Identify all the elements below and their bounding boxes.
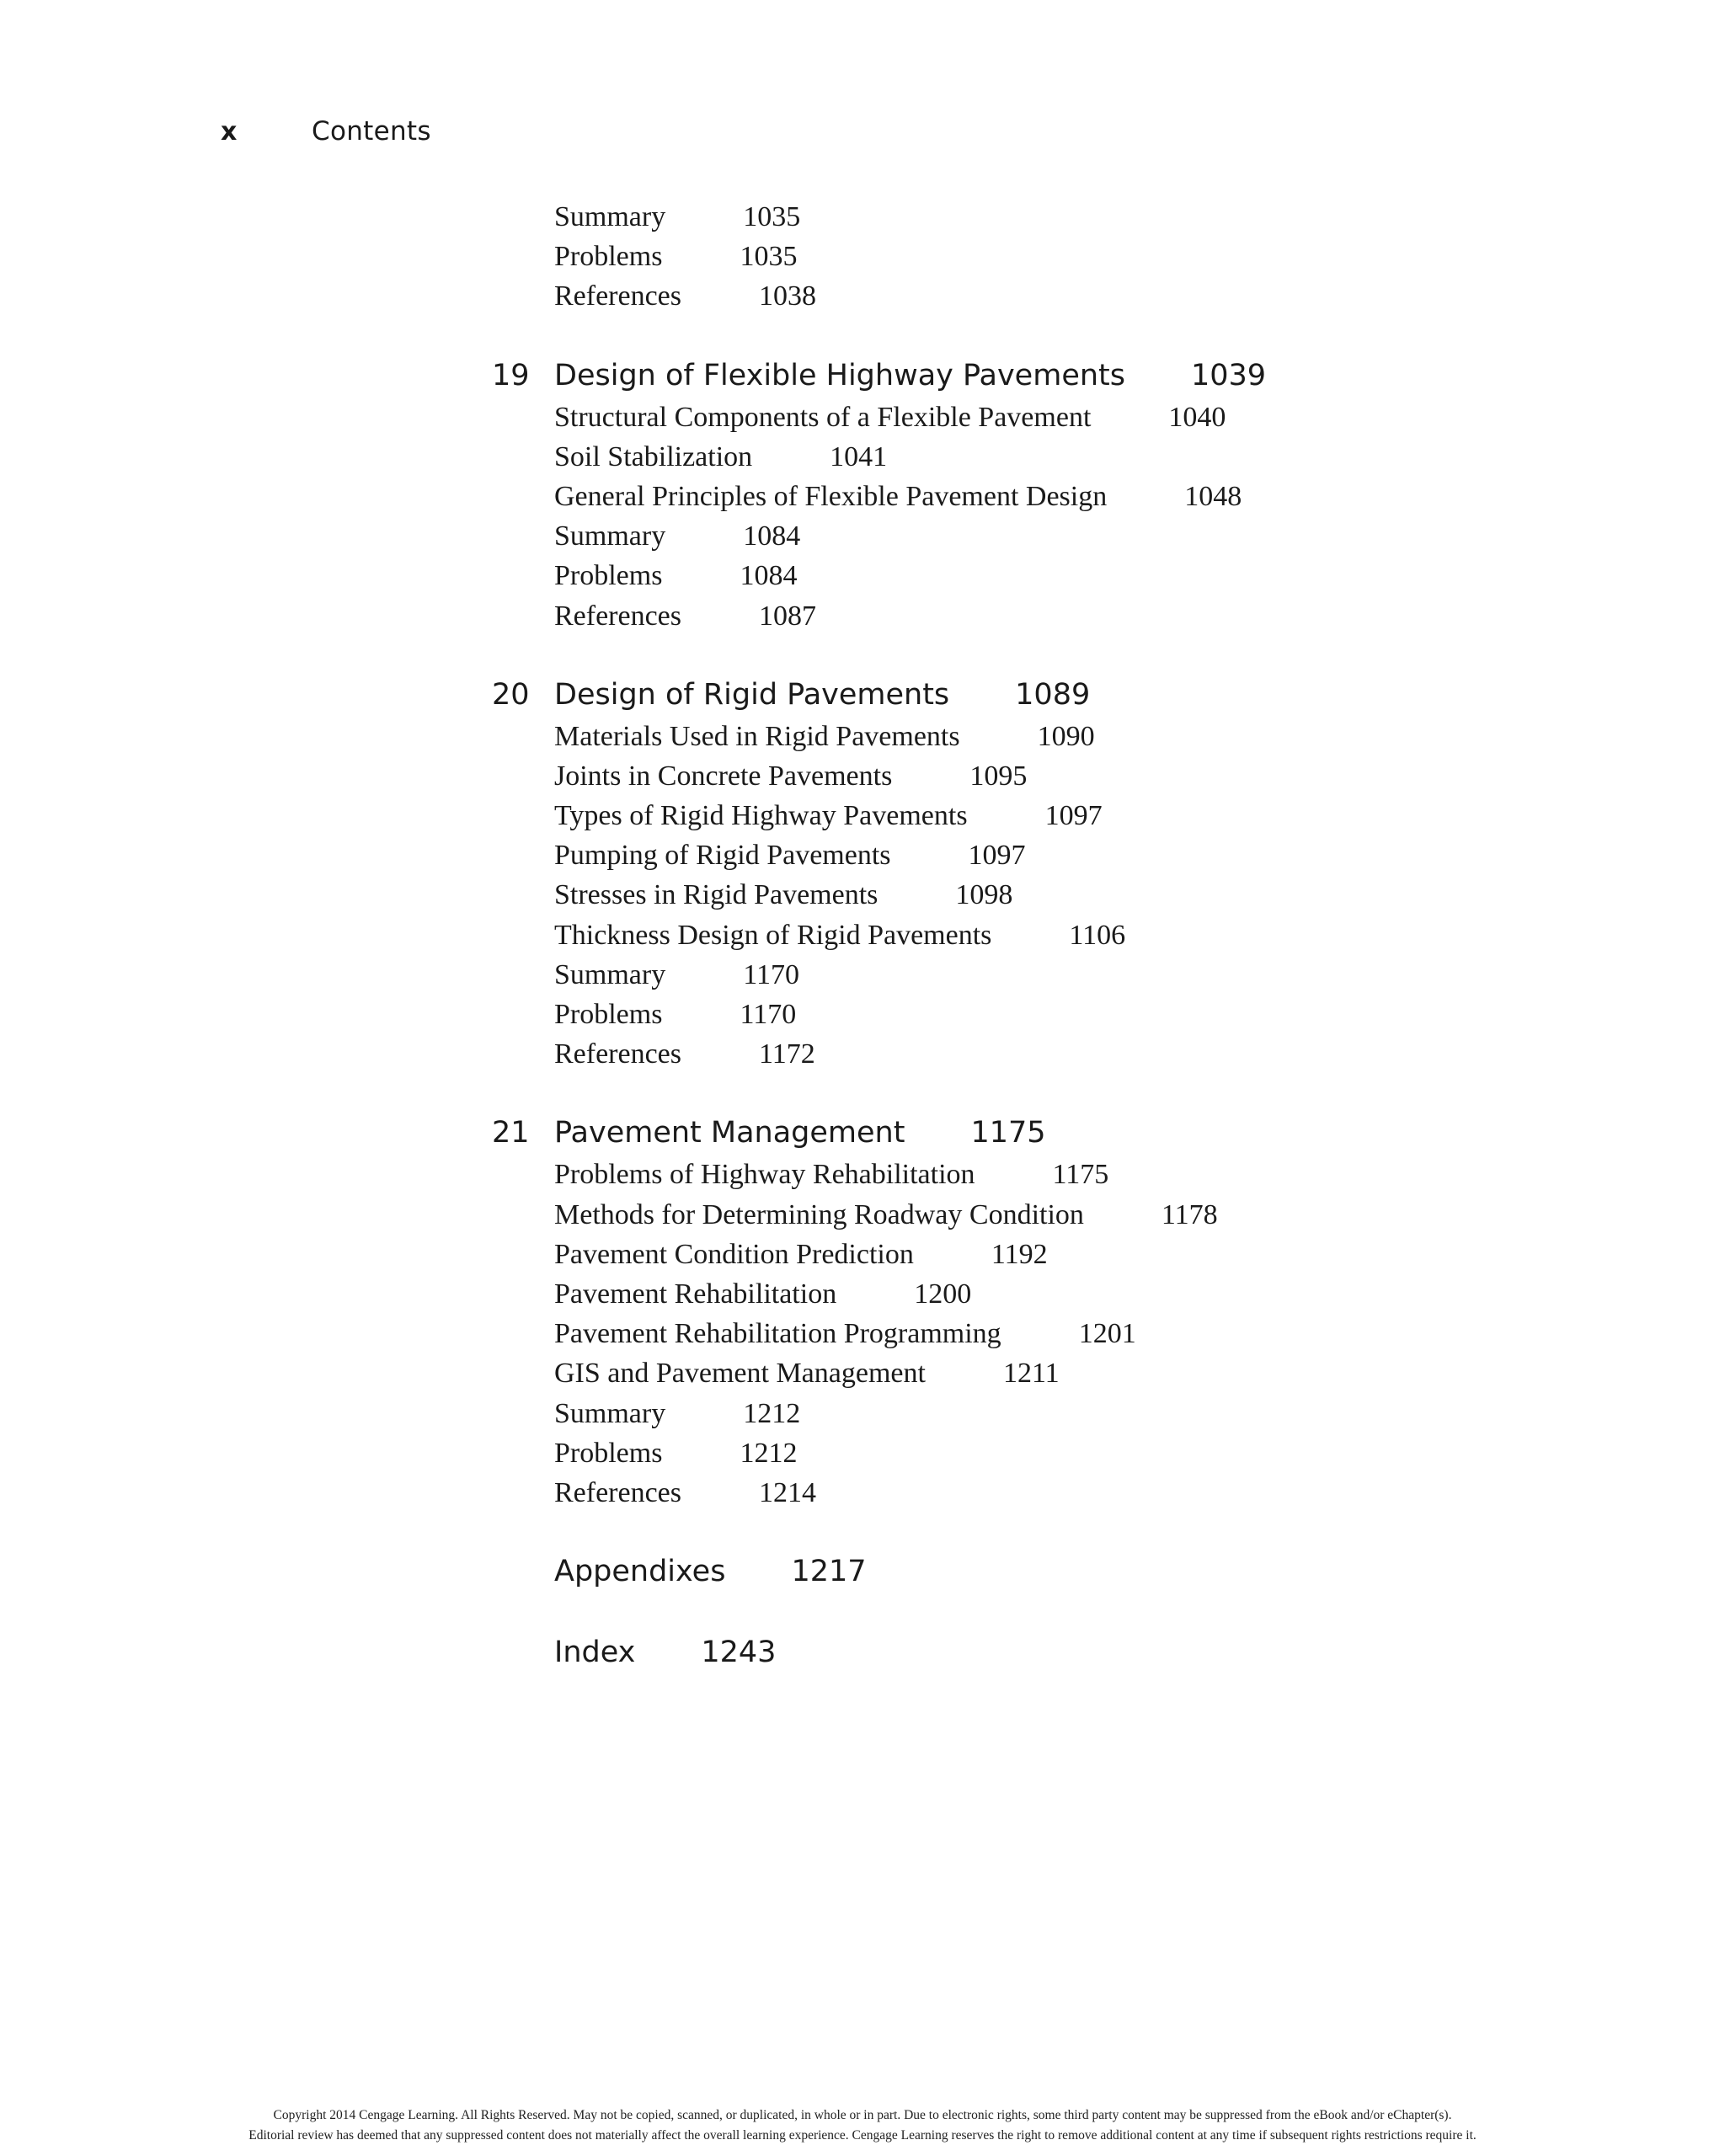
toc-entry-page: 1084	[740, 560, 798, 592]
toc-entry-title: References	[554, 280, 682, 312]
toc-entry[interactable]	[0, 835, 1725, 875]
toc-entry[interactable]	[0, 516, 1725, 556]
toc-entry[interactable]	[0, 796, 1725, 835]
toc-entry[interactable]	[0, 1235, 1725, 1274]
toc-entry-page: 1041	[830, 440, 888, 472]
toc-entry[interactable]	[0, 556, 1725, 595]
toc-entry-title: Summary	[554, 520, 666, 552]
toc-entry-title: References	[554, 1476, 682, 1508]
toc-entry-title: General Principles of Flexible Pavement Design	[554, 480, 1108, 512]
toc-entry-title: Summary	[554, 958, 666, 990]
table-of-contents	[0, 197, 1725, 1674]
toc-entry-page: 1097	[1044, 800, 1103, 832]
toc-entry-page: 1178	[1161, 1198, 1218, 1230]
chapter-number: 21	[492, 1116, 530, 1150]
toc-entry-title: Joints in Concrete Pavements	[554, 760, 893, 792]
toc-entry-page: 1172	[759, 1038, 815, 1070]
toc-entry[interactable]	[0, 995, 1725, 1034]
toc-entry-title: References	[554, 1038, 682, 1070]
toc-entry-title: Materials Used in Rigid Pavements	[554, 720, 960, 752]
chapter-title: Pavement Management	[554, 1116, 905, 1150]
toc-entry[interactable]	[0, 955, 1725, 995]
toc-entry[interactable]	[0, 398, 1725, 437]
toc-entry-page: 1170	[743, 958, 799, 990]
toc-entry[interactable]	[0, 1155, 1725, 1194]
toc-entry-page: 1175	[1052, 1159, 1109, 1191]
chapter-page: 1089	[1015, 677, 1091, 712]
toc-entry-page: 1084	[743, 520, 801, 552]
toc-entry-title: Pavement Condition Prediction	[554, 1238, 914, 1270]
toc-entry-page: 1212	[740, 1437, 798, 1469]
toc-entry[interactable]	[0, 875, 1725, 915]
toc-entry-title: Problems	[554, 241, 663, 273]
backmatter-page: 1217	[791, 1555, 867, 1589]
copyright-line-2: Editorial review has deemed that any suppressed content does not materially affect the overall learning experience. Cengage Learning reserves the right to remove additional content at any time if subsequent rights restrictions require it.	[248, 2128, 1477, 2143]
toc-entry-title: Stresses in Rigid Pavements	[554, 879, 879, 911]
toc-entry-page: 1201	[1078, 1318, 1136, 1350]
copyright-footer	[0, 2105, 1725, 2146]
toc-entry-title: Problems	[554, 999, 663, 1030]
toc-entry-page: 1211	[1002, 1358, 1060, 1390]
toc-entry-page: 1212	[743, 1397, 801, 1429]
toc-entry[interactable]	[0, 1274, 1725, 1314]
toc-entry-title: Types of Rigid Highway Pavements	[554, 800, 968, 832]
toc-entry[interactable]	[0, 477, 1725, 516]
running-head-title: Contents	[312, 116, 431, 147]
toc-entry[interactable]	[0, 915, 1725, 955]
toc-entry-title: Pavement Rehabilitation	[554, 1278, 837, 1310]
chapter-title: Design of Rigid Pavements	[554, 677, 950, 712]
toc-entry-page: 1095	[969, 760, 1028, 792]
toc-entry[interactable]	[0, 237, 1725, 276]
toc-entry-page: 1098	[955, 879, 1013, 911]
backmatter-title: Appendixes	[554, 1555, 726, 1589]
toc-entry[interactable]	[0, 1314, 1725, 1353]
toc-entry-page: 1035	[740, 241, 798, 273]
toc-entry-title: Summary	[554, 201, 666, 232]
toc-entry-page: 1048	[1184, 480, 1242, 512]
toc-entry-page: 1097	[968, 840, 1026, 872]
toc-entry[interactable]	[0, 717, 1725, 756]
toc-entry[interactable]	[0, 1433, 1725, 1473]
page-folio: x	[221, 116, 238, 147]
toc-entry[interactable]	[0, 197, 1725, 237]
toc-entry-page: 1106	[1069, 919, 1126, 951]
toc-entry-page: 1090	[1037, 720, 1095, 752]
toc-entry-title: Pavement Rehabilitation Programming	[554, 1318, 1001, 1350]
copyright-line-1: Copyright 2014 Cengage Learning. All Rights Reserved. May not be copied, scanned, or duplicated, in whole or in part. Due to electronic rights, some third party content may be suppressed from the eBook and/or eChapter(s).	[273, 2108, 1452, 2122]
toc-entry-title: Problems of Highway Rehabilitation	[554, 1159, 975, 1191]
toc-entry-page: 1087	[759, 600, 817, 632]
chapter-number: 20	[492, 677, 530, 712]
chapter-heading-20[interactable]	[0, 673, 1725, 717]
toc-entry[interactable]	[0, 1034, 1725, 1074]
toc-entry[interactable]	[0, 276, 1725, 316]
toc-entry-page: 1214	[759, 1476, 817, 1508]
chapter-heading-21[interactable]	[0, 1111, 1725, 1155]
toc-entry-page: 1170	[740, 999, 797, 1030]
toc-entry-title: Structural Components of a Flexible Pavement	[554, 401, 1092, 433]
toc-entry-title: Soil Stabilization	[554, 440, 753, 472]
toc-entry-title: Summary	[554, 1397, 666, 1429]
toc-entry[interactable]	[0, 596, 1725, 636]
toc-entry-page: 1038	[759, 280, 817, 312]
toc-entry-title: References	[554, 600, 682, 632]
toc-entry-page: 1200	[914, 1278, 972, 1310]
backmatter-appendixes[interactable]	[0, 1550, 1725, 1593]
chapter-page: 1039	[1191, 358, 1267, 392]
toc-entry[interactable]	[0, 756, 1725, 796]
toc-entry-title: GIS and Pavement Management	[554, 1358, 926, 1390]
chapter-title: Design of Flexible Highway Pavements	[554, 358, 1125, 392]
toc-entry-page: 1192	[991, 1238, 1048, 1270]
toc-entry[interactable]	[0, 437, 1725, 477]
toc-entry[interactable]	[0, 1473, 1725, 1513]
chapter-number: 19	[492, 358, 530, 392]
toc-entry-title: Problems	[554, 1437, 663, 1469]
backmatter-index[interactable]	[0, 1630, 1725, 1674]
chapter-heading-19[interactable]	[0, 354, 1725, 398]
toc-entry-title: Pumping of Rigid Pavements	[554, 840, 891, 872]
toc-entry-page: 1035	[743, 201, 801, 232]
toc-entry[interactable]	[0, 1394, 1725, 1433]
toc-entry[interactable]	[0, 1195, 1725, 1235]
backmatter-title: Index	[554, 1636, 636, 1670]
backmatter-page: 1243	[701, 1636, 777, 1670]
toc-entry-title: Methods for Determining Roadway Condition	[554, 1198, 1084, 1230]
toc-entry-title: Thickness Design of Rigid Pavements	[554, 919, 992, 951]
toc-entry-title: Problems	[554, 560, 663, 592]
running-head	[221, 111, 431, 152]
toc-entry[interactable]	[0, 1353, 1725, 1393]
toc-entry-page: 1040	[1168, 401, 1226, 433]
chapter-page: 1175	[970, 1116, 1046, 1150]
